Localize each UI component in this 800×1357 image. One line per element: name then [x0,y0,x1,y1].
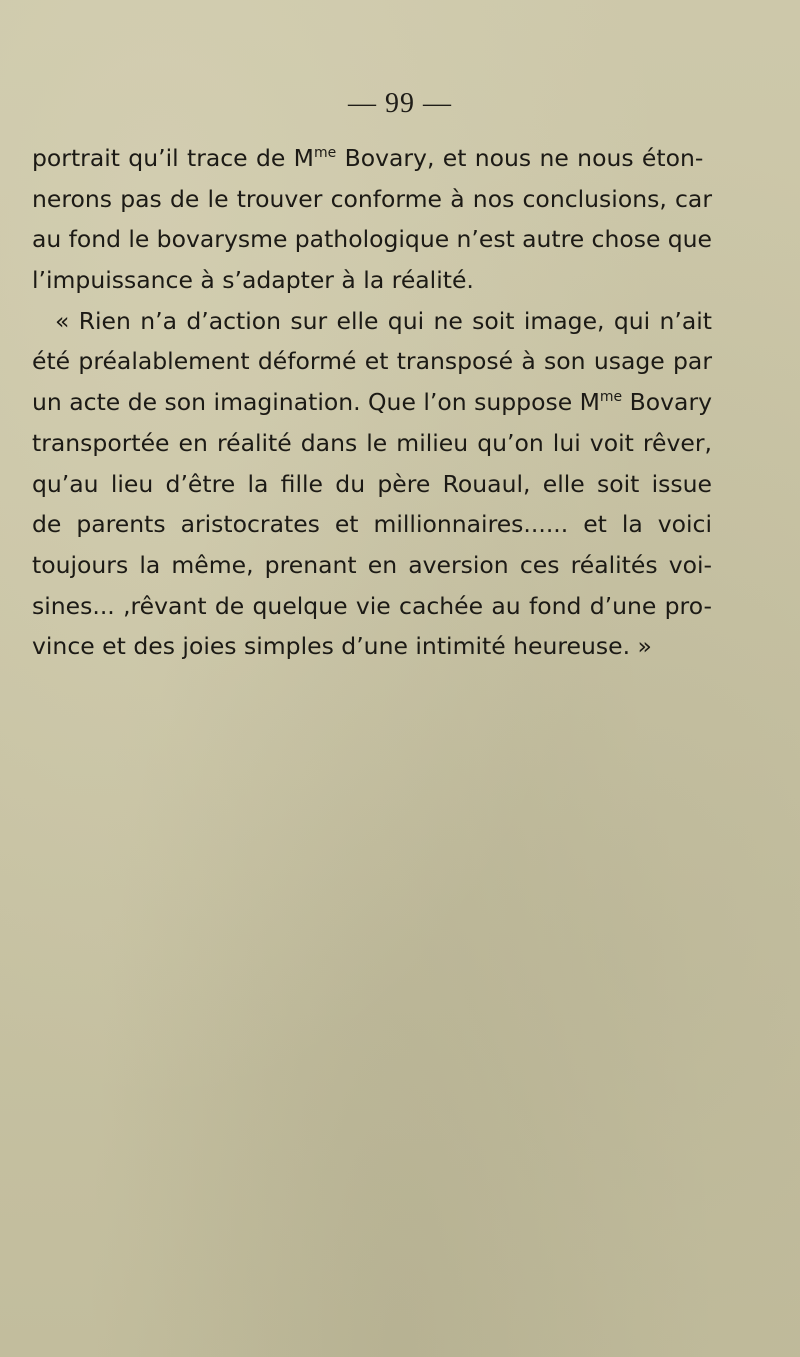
page-number: — 99 — [348,88,452,119]
text-line-7-sup: me [599,389,623,406]
body-text [32,138,712,667]
text-line-7-b: Bovary [622,388,713,417]
text-line-4-text: l’impuissance à s’adapter à la réalité. [32,266,474,295]
text-line-6 [32,341,712,382]
text-line-3 [32,219,712,260]
text-line-7-a: un acte de son imagination. Que l’on suppose M [32,388,600,417]
text-line-5 [32,301,712,342]
text-line-2 [32,179,712,220]
text-line-12 [32,586,712,627]
text-line-3-text: au fond le bovarysme pathologique n’est autre chose que [32,225,712,254]
text-line-7 [32,382,712,423]
text-line-13 [32,626,712,667]
text-line-1-a: portrait qu’il trace de M [32,144,314,172]
text-line-11-text: toujours la même, prenant en aversion ces réalités voi- [32,550,712,579]
text-line-2-text: nerons pas de le trouver conforme à nos conclusions, car [32,184,712,213]
text-line-8 [32,423,712,464]
text-line-10 [32,504,712,545]
text-line-5-text: « Rien n’a d’action sur elle qui ne soit image, qui n’ait [55,306,712,335]
text-line-13-text: vince et des joies simples d’une intimité heureuse. » [32,632,652,661]
text-line-6-text: été préalablement déformé et transposé à son usage par [32,347,712,376]
text-line-1-b: Bovary, et nous ne nous éton- [336,144,704,172]
text-line-1-sup: me [313,145,337,161]
text-line-9-text: qu’au lieu d’être la fille du père Rouaul, elle soit issue [32,469,712,498]
text-line-11 [32,545,712,586]
text-line-1 [32,138,712,179]
text-line-4 [32,260,712,301]
text-line-10-text: de parents aristocrates et millionnaires...... et la voici [32,510,712,539]
text-line-8-text: transportée en réalité dans le milieu qu’on lui voit rêver, [32,428,712,457]
text-line-9 [32,464,712,505]
text-line-12-text: sines... ,rêvant de quelque vie cachée au fond d’une pro- [32,591,712,620]
